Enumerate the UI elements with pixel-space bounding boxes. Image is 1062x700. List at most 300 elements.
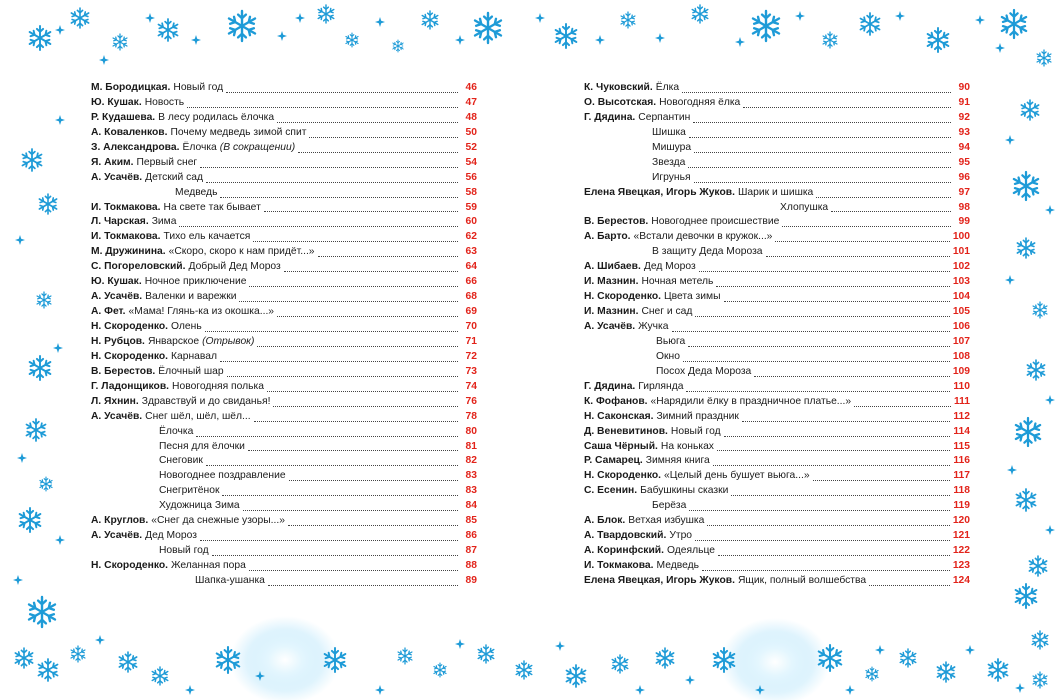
toc-entry	[584, 454, 970, 469]
toc-author: Саша Чёрный.	[584, 440, 658, 452]
toc-page-number: 69	[465, 306, 477, 318]
dot-leader	[200, 158, 458, 168]
toc-entry	[91, 156, 477, 171]
dot-leader	[277, 113, 458, 123]
toc-title: «Мама! Глянь-ка из окошка...»	[128, 306, 275, 318]
toc-entry	[91, 380, 477, 395]
toc-author: А. Фет.	[91, 306, 126, 318]
toc-author: Н. Скороденко.	[584, 470, 661, 482]
toc-page-number: 76	[465, 395, 477, 407]
snowflake-icon	[988, 659, 1007, 681]
toc-page-number: 98	[958, 201, 970, 213]
sparkle-star-icon	[95, 635, 105, 645]
toc-entry	[584, 529, 970, 544]
toc-entry	[91, 215, 477, 230]
toc-author: О. Высотская.	[584, 96, 657, 108]
toc-title: Добрый Дед Мороз	[188, 261, 281, 273]
toc-entry	[91, 454, 477, 469]
dot-leader	[782, 217, 951, 227]
toc-title: Медведь	[656, 560, 699, 571]
toc-title: В лесу родилась ёлочка	[158, 111, 275, 123]
toc-entry	[584, 380, 970, 395]
toc-entry	[91, 335, 477, 350]
toc-entry	[91, 395, 477, 410]
toc-page-number: 64	[465, 261, 477, 273]
toc-entry	[584, 245, 970, 260]
toc-author: А. Твардовский.	[584, 530, 667, 542]
toc-page-number: 93	[958, 126, 970, 138]
toc-page-number: 84	[465, 500, 477, 512]
toc-author: М. Дружинина.	[91, 246, 166, 258]
toc-author: И. Токмакова.	[91, 201, 161, 213]
toc-author: А. Блок.	[584, 515, 626, 527]
toc-title: Новогоднее происшествие	[651, 216, 780, 228]
snowflake-icon	[71, 8, 88, 28]
toc-page-number: 92	[958, 111, 970, 123]
toc-title: Утро	[669, 530, 693, 542]
dot-leader	[695, 307, 949, 317]
dot-leader	[205, 322, 458, 332]
snowflake-icon	[229, 11, 255, 41]
toc-title: Новый год	[159, 545, 209, 557]
toc-title: Художница Зима	[159, 500, 240, 512]
toc-page-number: 100	[952, 231, 970, 243]
toc-author: Н. Скороденко.	[91, 560, 168, 571]
toc-title: Почему медведь зимой спит	[170, 126, 307, 138]
snowflake-icon	[1027, 360, 1044, 380]
dot-leader	[249, 277, 458, 287]
dot-leader	[689, 128, 951, 138]
toc-title: «Целый день бушует вьюга...»	[664, 470, 810, 482]
toc-page-number: 121	[952, 530, 970, 542]
sparkle-star-icon	[455, 35, 465, 45]
toc-entry	[584, 81, 970, 96]
dot-leader	[831, 202, 951, 212]
snowflake-icon	[1014, 172, 1038, 200]
toc-page-number: 81	[465, 440, 477, 452]
toc-page-number: 97	[958, 186, 970, 198]
snowflake-icon	[26, 419, 45, 441]
toc-page-number: 89	[465, 574, 477, 586]
toc-entry	[584, 320, 970, 335]
snowflake-icon	[928, 28, 949, 52]
toc-page-number: 78	[465, 410, 477, 422]
toc-author: Ю. Кушак.	[91, 96, 142, 108]
sparkle-star-icon	[965, 645, 975, 655]
sparkle-star-icon	[735, 37, 745, 47]
toc-author: М. Бородицкая.	[91, 82, 171, 93]
dot-leader	[688, 337, 950, 347]
sparkle-star-icon	[455, 639, 465, 649]
dot-leader	[683, 352, 950, 362]
sparkle-star-icon	[1045, 395, 1055, 405]
toc-author: Г. Дядина.	[584, 111, 636, 123]
toc-entry	[91, 365, 477, 380]
dot-leader	[689, 501, 950, 511]
toc-entry	[584, 171, 970, 186]
toc-author: И. Мазнин.	[584, 306, 639, 318]
snowflake-icon	[753, 11, 779, 41]
snowflake-icon	[556, 24, 577, 48]
dot-leader	[288, 516, 458, 526]
toc-author: Н. Саконская.	[584, 410, 654, 422]
sparkle-star-icon	[535, 13, 545, 23]
toc-title: Валенки и варежки	[145, 291, 237, 303]
dot-leader	[273, 397, 458, 407]
toc-title: Берёза	[652, 500, 687, 512]
dot-leader	[298, 143, 458, 153]
toc-entry	[91, 514, 477, 529]
toc-author: А. Коваленков.	[91, 126, 168, 138]
toc-page-number: 111	[953, 395, 970, 407]
snowflake-icon	[22, 149, 41, 171]
snowflake-icon	[71, 646, 85, 662]
sparkle-star-icon	[1045, 205, 1055, 215]
toc-author: Л. Чарская.	[91, 216, 149, 228]
snowflake-icon	[422, 11, 438, 29]
toc-author: Г. Ладонщиков.	[91, 380, 170, 392]
sparkle-star-icon	[895, 11, 905, 21]
toc-note: (В сокращении)	[219, 141, 296, 153]
toc-page-number: 74	[465, 380, 477, 392]
toc-page-number: 88	[465, 560, 477, 571]
dot-leader	[686, 382, 950, 392]
toc-page-number: 62	[465, 231, 477, 243]
sparkle-star-icon	[1007, 465, 1017, 475]
toc-note: (Отрывок)	[202, 335, 255, 347]
dot-leader	[688, 158, 951, 168]
sparkle-star-icon	[185, 685, 195, 695]
toc-author: А. Усачёв.	[584, 321, 636, 332]
toc-title: Ёлочка	[182, 141, 217, 153]
snowflake-icon	[1021, 100, 1038, 120]
snowflake-icon	[40, 477, 52, 491]
toc-entry	[91, 425, 477, 440]
toc-page-number: 110	[953, 380, 970, 392]
toc-author: Елена Явецкая, Игорь Жуков.	[584, 574, 735, 586]
snowflake-icon	[434, 663, 446, 677]
dot-leader	[220, 188, 458, 198]
snowflake-icon	[1037, 50, 1051, 66]
toc-page-number: 71	[465, 335, 477, 347]
sparkle-star-icon	[595, 35, 605, 45]
snowflake-icon	[30, 26, 51, 50]
dot-leader	[743, 98, 951, 108]
toc-author: А. Шибаев.	[584, 261, 641, 273]
dot-leader	[268, 576, 458, 586]
toc-title: Новогодняя ёлка	[659, 96, 741, 108]
toc-author: Н. Скороденко.	[91, 321, 168, 332]
toc-title: Ночное приключение	[144, 276, 247, 288]
toc-entry	[91, 559, 477, 574]
dot-leader	[267, 382, 458, 392]
dot-leader	[766, 247, 950, 257]
toc-entry	[584, 126, 970, 141]
toc-author: В. Берестов.	[91, 365, 156, 377]
dot-leader	[754, 367, 950, 377]
dot-leader	[693, 113, 951, 123]
toc-title: Шапка-ушанка	[195, 574, 265, 586]
toc-author: Н. Скороденко.	[584, 291, 661, 303]
toc-page-number: 83	[465, 485, 477, 497]
toc-title: Новый год	[173, 82, 224, 93]
sparkle-star-icon	[145, 13, 155, 23]
toc-author: А. Усачёв.	[91, 291, 143, 303]
toc-title: Дед Мороз	[145, 530, 197, 542]
toc-title: Первый снег	[136, 156, 198, 168]
toc-title: Хлопушка	[780, 201, 829, 213]
dot-leader	[289, 471, 458, 481]
toc-page-number: 59	[465, 201, 477, 213]
sparkle-star-icon	[99, 55, 109, 65]
snowflake-icon	[29, 597, 55, 627]
toc-title: Цвета зимы	[664, 291, 721, 303]
toc-entry	[91, 96, 477, 111]
toc-author: К. Чуковский.	[584, 82, 653, 93]
toc-entry	[584, 574, 970, 589]
sparkle-star-icon	[685, 675, 695, 685]
dot-leader	[254, 412, 458, 422]
snowflake-icon	[516, 661, 532, 679]
toc-title: Звезда	[652, 156, 686, 168]
toc-entry	[584, 305, 970, 320]
toc-page-number: 68	[465, 291, 477, 303]
toc-page-number: 101	[952, 246, 970, 258]
dot-leader	[702, 561, 950, 571]
toc-page-number: 123	[952, 560, 970, 571]
toc-entry	[584, 484, 970, 499]
dot-leader	[257, 337, 458, 347]
snowflake-icon	[612, 655, 628, 673]
toc-page-number: 56	[465, 171, 477, 183]
toc-entry	[584, 544, 970, 559]
snowflake-icon	[1032, 631, 1048, 649]
toc-page-number: 86	[465, 530, 477, 542]
dot-leader	[206, 456, 458, 466]
snowflake-icon	[1002, 10, 1026, 38]
toc-entry	[91, 574, 477, 589]
toc-author: Елена Явецкая, Игорь Жуков.	[584, 186, 735, 198]
toc-entry	[91, 186, 477, 201]
toc-entry	[91, 171, 477, 186]
toc-page-number: 118	[953, 485, 970, 497]
dot-leader	[243, 501, 458, 511]
sparkle-star-icon	[295, 13, 305, 23]
toc-title: Игрунья	[652, 171, 691, 183]
toc-entry	[584, 469, 970, 484]
snowflake-icon	[20, 508, 41, 532]
toc-author: Н. Скороденко.	[91, 350, 168, 362]
toc-page-number: 103	[952, 276, 970, 288]
sparkle-star-icon	[191, 35, 201, 45]
snowflake-icon	[1029, 556, 1046, 576]
snowflake-icon	[860, 13, 879, 35]
toc-page-number: 117	[953, 470, 970, 482]
toc-title: Мишура	[652, 141, 692, 153]
sparkle-star-icon	[635, 685, 645, 695]
toc-title: Дед Мороз	[643, 261, 696, 273]
toc-entry	[91, 484, 477, 499]
snowflake-icon	[1016, 418, 1040, 446]
toc-page-number: 114	[953, 425, 970, 437]
sparkle-star-icon	[1005, 275, 1015, 285]
snowflake-icon	[656, 648, 673, 668]
snowflake-icon	[1016, 489, 1035, 511]
toc-author: Р. Кудашева.	[91, 111, 156, 123]
dot-leader	[742, 412, 950, 422]
toc-page-number: 63	[465, 246, 477, 258]
toc-author: В. Берестов.	[584, 216, 649, 228]
toc-page-number: 52	[465, 141, 477, 153]
snowflake-icon	[823, 32, 837, 48]
snowflake-icon	[38, 659, 57, 681]
snowflake-icon	[1033, 672, 1047, 688]
dot-leader	[672, 322, 950, 332]
dot-leader	[699, 262, 950, 272]
toc-entry	[584, 156, 970, 171]
toc-author: З. Александрова.	[91, 141, 180, 153]
toc-title: Зима	[151, 216, 177, 228]
toc-page-number: 122	[952, 545, 970, 557]
toc-page-number: 116	[953, 455, 970, 467]
toc-page-number: 54	[465, 156, 477, 168]
sparkle-star-icon	[375, 17, 385, 27]
dot-leader	[239, 292, 458, 302]
toc-author: А. Круглов.	[91, 515, 149, 527]
toc-title: Карнавал	[171, 350, 217, 362]
snowflake-icon	[866, 667, 878, 681]
toc-page-number: 82	[465, 455, 477, 467]
dot-leader	[284, 262, 458, 272]
toc-title: На свете так бывает	[163, 201, 261, 213]
sparkle-star-icon	[55, 25, 65, 35]
snowflake-icon	[478, 645, 494, 663]
toc-title: Вьюга	[656, 335, 686, 347]
toc-title: Бабушкины сказки	[640, 485, 729, 497]
toc-title: Новый год	[670, 425, 721, 437]
snowflake-icon	[621, 12, 635, 28]
dot-leader	[222, 486, 458, 496]
toc-entry	[91, 469, 477, 484]
toc-page-number: 73	[465, 365, 477, 377]
toc-title: Новость	[144, 96, 185, 108]
toc-author: Н. Рубцов.	[91, 335, 145, 347]
snowflake-icon	[37, 292, 51, 308]
toc-page-number: 102	[952, 261, 970, 273]
toc-title: «Скоро, скоро к нам придёт...»	[168, 246, 315, 258]
toc-title: «Встали девочки в кружок...»	[633, 231, 773, 243]
toc-entry	[584, 395, 970, 410]
toc-entry	[91, 81, 477, 96]
toc-page-number: 85	[465, 515, 477, 527]
toc-author: Д. Веневитинов.	[584, 425, 668, 437]
toc-right-column	[584, 81, 970, 589]
toc-title: Январское	[147, 335, 200, 347]
toc-title: Тихо ель качается	[163, 231, 251, 243]
toc-title: Гирлянда	[638, 380, 684, 392]
dot-leader	[694, 143, 951, 153]
toc-page-number: 115	[953, 440, 970, 452]
dot-leader	[695, 531, 950, 541]
dot-leader	[253, 232, 458, 242]
toc-page-number: 91	[958, 96, 970, 108]
dot-leader	[694, 173, 951, 183]
toc-title: На коньках	[660, 440, 714, 452]
dot-leader	[813, 471, 951, 481]
toc-entry	[584, 215, 970, 230]
toc-author: С. Погореловский.	[91, 261, 186, 273]
dot-leader	[854, 397, 951, 407]
toc-page-number: 66	[465, 276, 477, 288]
toc-entry	[91, 230, 477, 245]
toc-entry	[584, 290, 970, 305]
dot-leader	[196, 427, 458, 437]
toc-title: Снеговик	[159, 455, 203, 467]
sparkle-star-icon	[655, 33, 665, 43]
sparkle-star-icon	[55, 535, 65, 545]
dot-leader	[277, 307, 458, 317]
toc-entry	[584, 275, 970, 290]
toc-title: Ёлочный шар	[158, 365, 224, 377]
toc-page-number: 80	[465, 425, 477, 437]
toc-entry	[91, 544, 477, 559]
toc-page-number: 104	[952, 291, 970, 303]
toc-page-number: 47	[465, 96, 477, 108]
toc-author: К. Фофанов.	[584, 395, 648, 407]
snowflake-icon	[1016, 584, 1037, 608]
sparkle-star-icon	[875, 645, 885, 655]
toc-title: Окно	[656, 350, 680, 362]
toc-page-number: 95	[958, 156, 970, 168]
toc-title: Песня для ёлочки	[159, 440, 245, 452]
toc-author: И. Мазнин.	[584, 276, 639, 288]
snowflake-icon	[475, 13, 501, 43]
toc-entry	[91, 290, 477, 305]
dot-leader	[724, 292, 950, 302]
dot-leader	[716, 277, 949, 287]
toc-page-number: 87	[465, 545, 477, 557]
toc-page-number: 46	[465, 82, 477, 93]
toc-entry	[91, 126, 477, 141]
snowflake-icon	[318, 5, 334, 23]
toc-title: Жучка	[638, 321, 669, 332]
dot-leader	[249, 561, 458, 571]
toc-page-number: 107	[952, 335, 970, 347]
toc-entry	[91, 275, 477, 290]
toc-entry	[584, 186, 970, 201]
toc-entry	[91, 111, 477, 126]
toc-entry	[91, 305, 477, 320]
dot-leader	[318, 247, 458, 257]
toc-entry	[584, 335, 970, 350]
dot-leader	[724, 427, 951, 437]
toc-title: Ёлка	[655, 82, 680, 93]
snowflake-icon	[39, 194, 56, 214]
toc-author: Ю. Кушак.	[91, 276, 142, 288]
toc-author: А. Усачёв.	[91, 410, 143, 422]
sparkle-star-icon	[15, 235, 25, 245]
toc-author: А. Коринфский.	[584, 545, 664, 557]
toc-entry	[584, 96, 970, 111]
toc-author: А. Барто.	[584, 231, 631, 243]
toc-title: Одеяльце	[666, 545, 715, 557]
snowflake-icon	[158, 19, 177, 41]
snowflake-icon	[393, 40, 403, 52]
toc-page-number: 94	[958, 141, 970, 153]
toc-entry	[91, 499, 477, 514]
toc-title: Посох Деда Мороза	[656, 365, 752, 377]
toc-title: Шарик и шишка	[737, 186, 814, 198]
